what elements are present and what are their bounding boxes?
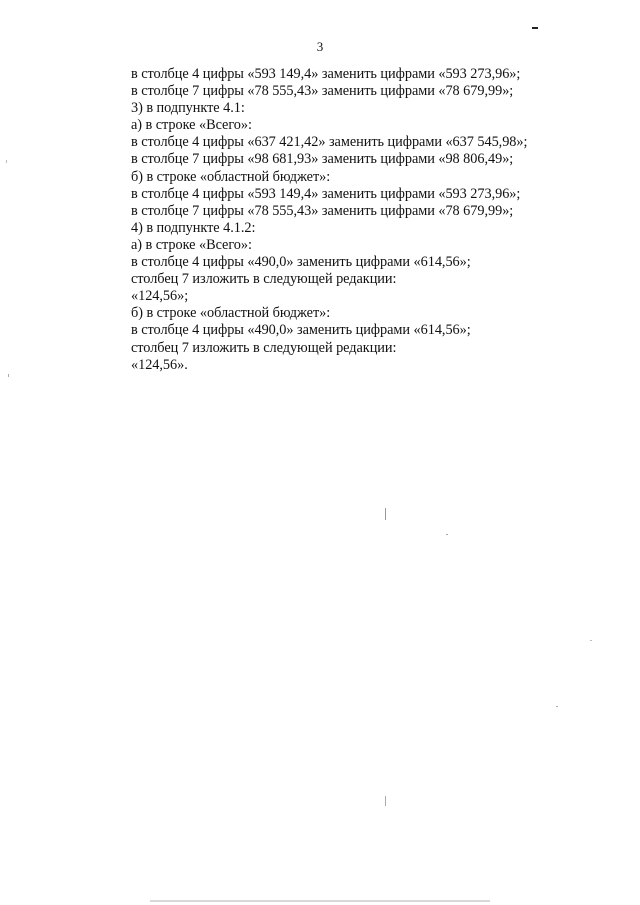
text-line: б) в строке «областной бюджет»: xyxy=(131,305,331,322)
scan-mark xyxy=(532,27,538,29)
text-line: «124,56»; xyxy=(131,288,189,305)
text-line: в столбце 7 цифры «98 681,93» заменить цифрами «98 806,49»; xyxy=(131,151,514,168)
text-line: «124,56». xyxy=(131,356,188,373)
text-line: столбец 7 изложить в следующей редакции: xyxy=(131,339,397,356)
text-line: а) в строке «Всего»: xyxy=(131,236,252,253)
text-line: в столбце 4 цифры «490,0» заменить цифрами «614,56»; xyxy=(131,254,471,271)
scan-mark xyxy=(556,706,558,707)
text-line: в столбце 7 цифры «78 555,43» заменить цифрами «78 679,99»; xyxy=(131,202,514,219)
text-line: в столбце 7 цифры «78 555,43» заменить цифрами «78 679,99»; xyxy=(131,83,514,100)
text-line: столбец 7 изложить в следующей редакции: xyxy=(131,271,397,288)
text-line: а) в строке «Всего»: xyxy=(131,117,252,134)
scan-mark xyxy=(385,508,386,520)
text-line: в столбце 4 цифры «637 421,42» заменить цифрами «637 545,98»; xyxy=(131,134,528,151)
text-line: 4) в подпункте 4.1.2: xyxy=(131,219,256,236)
scan-mark xyxy=(385,796,386,806)
scan-mark xyxy=(6,160,7,163)
text-line: 3) в подпункте 4.1: xyxy=(131,100,245,117)
text-line: б) в строке «областной бюджет»: xyxy=(131,168,331,185)
scan-mark xyxy=(590,640,592,641)
text-line: в столбце 4 цифры «593 149,4» заменить цифрами «593 273,96»; xyxy=(131,185,521,202)
text-line: в столбце 4 цифры «490,0» заменить цифрами «614,56»; xyxy=(131,322,471,339)
page-number: 3 xyxy=(316,39,324,54)
scan-mark xyxy=(446,534,448,535)
text-line: в столбце 4 цифры «593 149,4» заменить цифрами «593 273,96»; xyxy=(131,66,521,82)
scan-mark xyxy=(150,900,490,902)
scan-mark xyxy=(8,374,9,377)
document-body xyxy=(131,66,611,374)
